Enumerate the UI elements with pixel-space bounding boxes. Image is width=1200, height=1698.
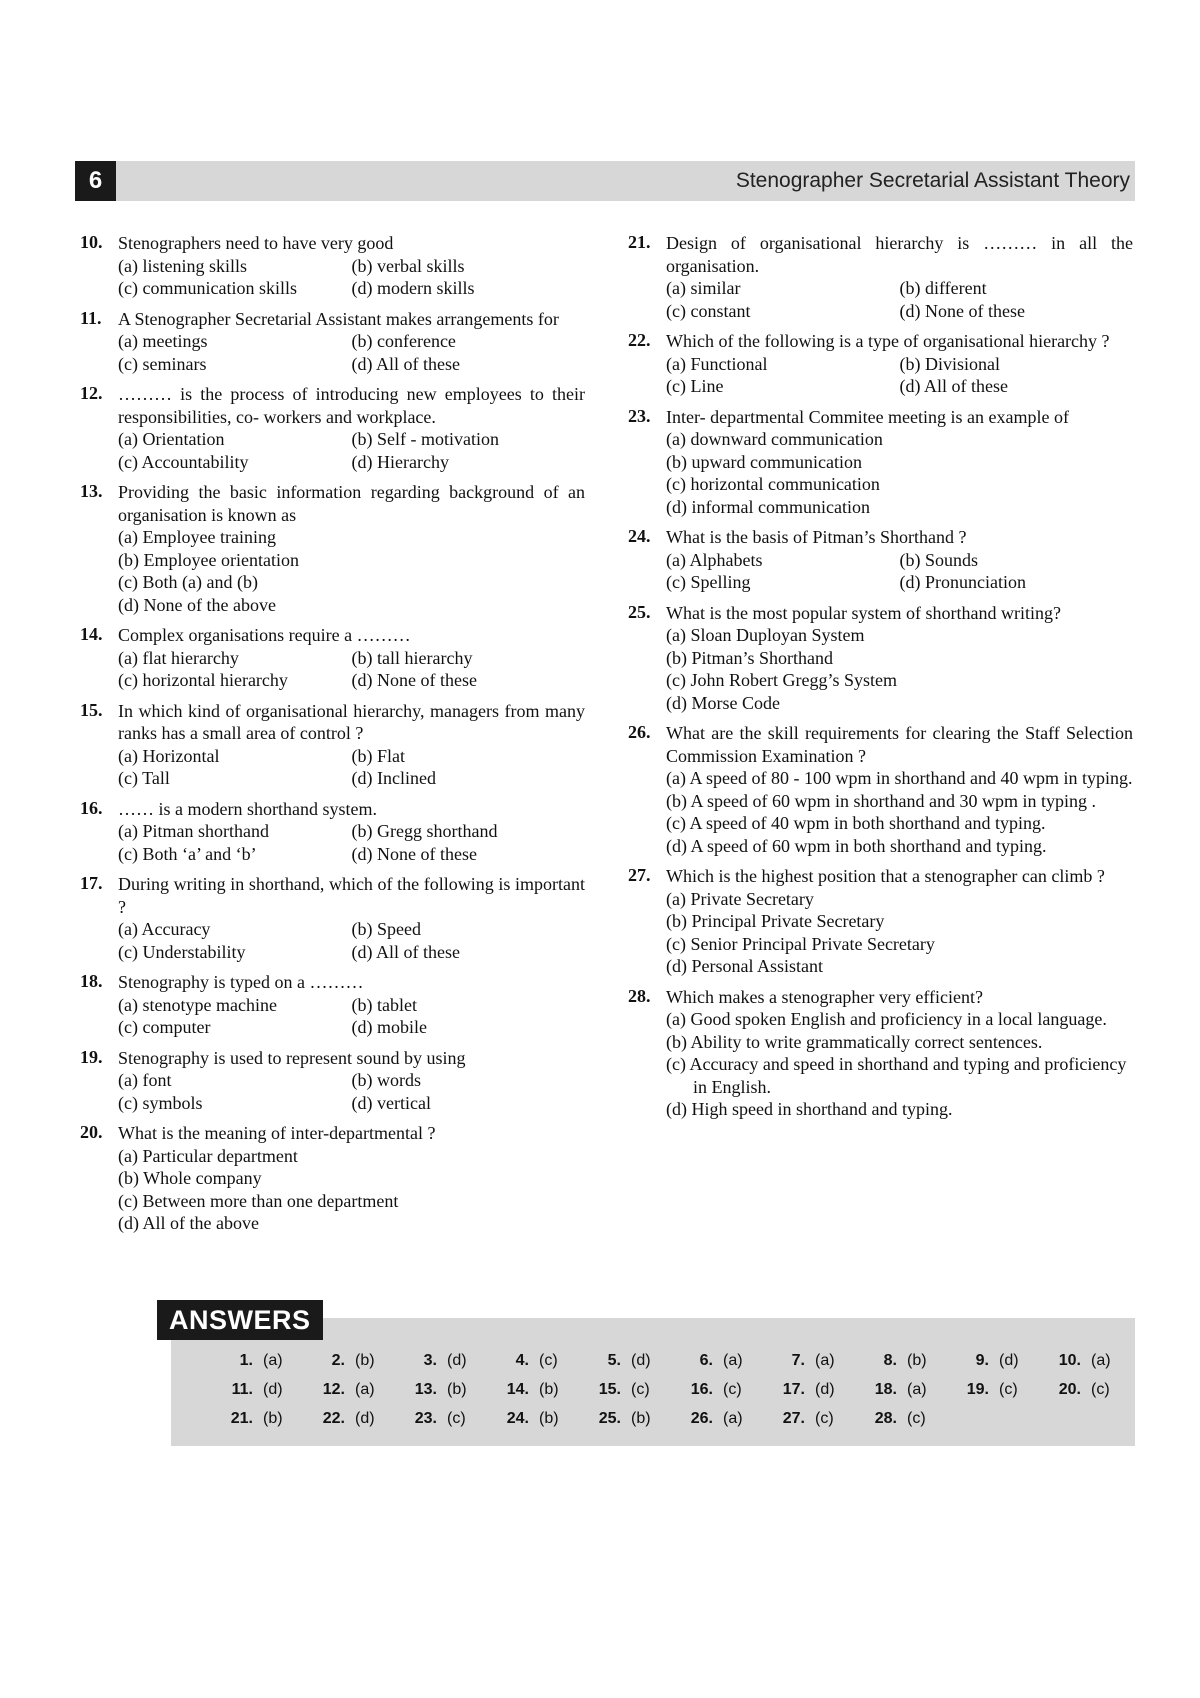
question-number: 14. bbox=[80, 624, 103, 644]
question-text: Complex organisations require a ……… bbox=[118, 625, 411, 645]
option-text: (b) conference bbox=[351, 331, 456, 351]
answer-entry bbox=[665, 1404, 757, 1433]
option-text: (d) Pronunciation bbox=[899, 572, 1026, 592]
answer-question-number: 19. bbox=[966, 1381, 989, 1398]
option-text: (b) Self - motivation bbox=[351, 429, 499, 449]
answer-question-number: 11. bbox=[231, 1381, 253, 1398]
answer-question-number: 9. bbox=[975, 1352, 989, 1369]
answer-entry bbox=[481, 1404, 573, 1433]
option-text: (d) All of these bbox=[351, 941, 460, 962]
option-text: (d) Morse Code bbox=[666, 692, 780, 713]
option-text: (d) None of the above bbox=[118, 594, 276, 615]
option-row bbox=[666, 549, 1133, 572]
option-text: (a) Employee training bbox=[118, 527, 276, 547]
option-text: (b) Whole company bbox=[118, 1168, 262, 1188]
option-text: (d) Inclined bbox=[351, 768, 436, 788]
answer-entry bbox=[389, 1346, 481, 1375]
answer-question-number: 16. bbox=[690, 1381, 713, 1398]
question-number: 16. bbox=[80, 797, 103, 818]
option-text: (b) verbal skills bbox=[351, 255, 465, 276]
option-row bbox=[118, 647, 585, 670]
question-block bbox=[628, 406, 1133, 519]
answer-question-number: 14. bbox=[506, 1381, 529, 1398]
answer-options bbox=[118, 918, 585, 963]
question-block bbox=[628, 526, 1133, 594]
option-text: (c) symbols bbox=[118, 1092, 203, 1113]
answer-choice: (d) bbox=[815, 1381, 835, 1398]
answer-question-number: 7. bbox=[791, 1352, 805, 1369]
question-block bbox=[80, 308, 585, 376]
answer-entry bbox=[1033, 1375, 1125, 1404]
option-text: (a) Orientation bbox=[118, 429, 225, 449]
option-row bbox=[666, 571, 1133, 594]
option-text: (b) words bbox=[351, 1070, 421, 1090]
option-row bbox=[118, 767, 585, 790]
answer-choice: (b) bbox=[539, 1381, 559, 1398]
answer-question-number: 22. bbox=[322, 1410, 345, 1427]
question-block bbox=[80, 873, 585, 963]
answer-options bbox=[666, 428, 1133, 518]
answer-choice: (d) bbox=[999, 1352, 1019, 1369]
answer-choice: (a) bbox=[1091, 1352, 1111, 1369]
answer-question-number: 24. bbox=[506, 1410, 529, 1427]
option-text: (b) tablet bbox=[351, 994, 417, 1015]
question-text: …… is a modern shorthand system. bbox=[118, 798, 377, 819]
answer-choice: (c) bbox=[907, 1410, 926, 1427]
option-text: (b) Employee orientation bbox=[118, 549, 299, 570]
option-text: (d) A speed of 60 wpm in both shorthand and typing. bbox=[666, 835, 1047, 856]
answer-choice: (d) bbox=[263, 1381, 283, 1398]
answer-entry bbox=[297, 1346, 389, 1375]
answer-entry bbox=[941, 1375, 1033, 1404]
answers-heading: ANSWERS bbox=[157, 1300, 323, 1340]
answer-entry bbox=[573, 1346, 665, 1375]
option-text: (b) Pitman’s Shorthand bbox=[666, 647, 833, 668]
answer-options bbox=[666, 767, 1133, 857]
answer-question-number: 23. bbox=[414, 1410, 437, 1427]
answer-question-number: 6. bbox=[699, 1352, 713, 1369]
answer-question-number: 15. bbox=[598, 1381, 621, 1398]
answer-question-number: 5. bbox=[607, 1352, 621, 1369]
answer-entry bbox=[389, 1375, 481, 1404]
answer-entry bbox=[205, 1375, 297, 1404]
option-text: (d) All of these bbox=[351, 353, 460, 374]
answer-question-number: 17. bbox=[782, 1381, 805, 1398]
answer-choice: (a) bbox=[723, 1410, 743, 1427]
option-text: (c) seminars bbox=[118, 353, 207, 374]
answer-question-number: 2. bbox=[331, 1352, 345, 1369]
answer-choice: (d) bbox=[631, 1352, 651, 1369]
option-text: (a) font bbox=[118, 1070, 172, 1090]
option-text: (a) A speed of 80 - 100 wpm in shorthand and 40 wpm in typing. bbox=[666, 768, 1133, 788]
option-text: (a) Good spoken English and proficiency in a local language. bbox=[666, 1009, 1107, 1029]
answer-row bbox=[205, 1375, 1125, 1404]
answer-choice: (a) bbox=[263, 1352, 283, 1369]
question-text: Stenography is typed on a ……… bbox=[118, 972, 364, 992]
option-row bbox=[118, 1092, 585, 1115]
option-row bbox=[118, 745, 585, 768]
option-text: (d) All of the above bbox=[118, 1213, 259, 1233]
option-text: (d) None of these bbox=[351, 670, 477, 690]
answer-choice: (d) bbox=[447, 1352, 467, 1369]
answer-question-number: 12. bbox=[322, 1381, 345, 1398]
option-row bbox=[118, 277, 585, 300]
question-block bbox=[80, 971, 585, 1039]
answer-entry bbox=[573, 1375, 665, 1404]
answer-options bbox=[666, 549, 1133, 594]
answer-options bbox=[118, 330, 585, 375]
answer-choice: (a) bbox=[355, 1381, 375, 1398]
answer-question-number: 18. bbox=[874, 1381, 897, 1398]
option-text: (c) Accountability bbox=[118, 451, 249, 472]
option-text: (a) Pitman shorthand bbox=[118, 821, 269, 841]
question-text: Inter- departmental Commitee meeting is an example of bbox=[666, 406, 1069, 427]
question-block bbox=[80, 798, 585, 866]
answer-entry bbox=[1033, 1346, 1125, 1375]
answer-row bbox=[205, 1346, 1125, 1375]
option-text: (a) Particular department bbox=[118, 1145, 298, 1166]
answer-question-number: 8. bbox=[883, 1352, 897, 1369]
option-row bbox=[118, 1016, 585, 1039]
question-number: 24. bbox=[628, 526, 651, 546]
option-text: (c) A speed of 40 wpm in both shorthand and typing. bbox=[666, 813, 1046, 833]
option-text: (c) Between more than one department bbox=[118, 1190, 399, 1211]
option-text: (d) None of these bbox=[899, 300, 1025, 321]
option-row bbox=[118, 1069, 585, 1092]
answer-choice: (b) bbox=[263, 1410, 283, 1427]
answer-options bbox=[666, 888, 1133, 978]
option-text: (c) horizontal hierarchy bbox=[118, 670, 288, 690]
option-text: (d) None of these bbox=[351, 843, 477, 864]
question-text: During writing in shorthand, which of the following is important ? bbox=[118, 874, 585, 917]
option-row bbox=[118, 330, 585, 353]
answer-entry bbox=[573, 1404, 665, 1433]
question-block bbox=[628, 232, 1133, 322]
option-text: (c) Line bbox=[666, 376, 724, 396]
answer-entry bbox=[849, 1346, 941, 1375]
option-text: (b) Principal Private Secretary bbox=[666, 911, 885, 931]
answer-choice: (a) bbox=[723, 1352, 743, 1369]
option-text: (d) modern skills bbox=[351, 278, 475, 298]
question-number: 23. bbox=[628, 405, 651, 426]
option-text: (c) Tall bbox=[118, 768, 170, 788]
answer-choice: (b) bbox=[447, 1381, 467, 1398]
option-row bbox=[118, 941, 585, 964]
question-text: What are the skill requirements for clearing the Staff Selection Commission Examination ? bbox=[666, 723, 1133, 766]
option-text: (a) flat hierarchy bbox=[118, 647, 239, 668]
option-text: (a) Accuracy bbox=[118, 919, 211, 939]
running-header-title: Stenographer Secretarial Assistant Theory bbox=[735, 169, 1130, 192]
option-text: (b) tall hierarchy bbox=[351, 647, 473, 668]
option-row bbox=[118, 918, 585, 941]
answer-question-number: 20. bbox=[1058, 1381, 1081, 1398]
question-number: 21. bbox=[628, 232, 651, 252]
question-block bbox=[628, 722, 1133, 857]
option-text: (c) Both (a) and (b) bbox=[118, 572, 258, 592]
answer-entry bbox=[205, 1404, 297, 1433]
answer-entry bbox=[205, 1346, 297, 1375]
question-block bbox=[80, 1122, 585, 1235]
option-text: (d) vertical bbox=[351, 1092, 431, 1113]
question-number: 25. bbox=[628, 601, 651, 622]
answer-question-number: 13. bbox=[414, 1381, 437, 1398]
answer-entry bbox=[757, 1375, 849, 1404]
question-text: In which kind of organisational hierarchy, managers from many ranks has a small area of control ? bbox=[118, 700, 585, 743]
option-text: (d) All of these bbox=[899, 376, 1008, 396]
answer-entry bbox=[849, 1375, 941, 1404]
answer-choice: (a) bbox=[907, 1381, 927, 1398]
option-text: (d) mobile bbox=[351, 1017, 427, 1037]
option-text: (c) Senior Principal Private Secretary bbox=[666, 933, 935, 954]
answer-entry bbox=[389, 1404, 481, 1433]
question-text: Design of organisational hierarchy is ……… in all the organisation. bbox=[666, 233, 1133, 276]
question-block bbox=[628, 602, 1133, 715]
option-text: (c) constant bbox=[666, 300, 751, 321]
answer-choice: (b) bbox=[907, 1352, 927, 1369]
answer-question-number: 21. bbox=[230, 1410, 253, 1427]
option-row bbox=[118, 428, 585, 451]
option-text: (a) Private Secretary bbox=[666, 888, 814, 909]
answer-question-number: 4. bbox=[515, 1352, 529, 1369]
answer-entry bbox=[665, 1346, 757, 1375]
answer-choice: (b) bbox=[539, 1410, 559, 1427]
answer-row bbox=[205, 1404, 1125, 1433]
option-text: (d) Personal Assistant bbox=[666, 956, 823, 976]
answer-choice: (c) bbox=[999, 1381, 1018, 1398]
question-number: 12. bbox=[80, 383, 103, 403]
question-number: 27. bbox=[628, 865, 651, 885]
answer-options bbox=[118, 994, 585, 1039]
answer-entry bbox=[481, 1346, 573, 1375]
page-number: 6 bbox=[75, 161, 116, 201]
questions-left-column bbox=[80, 232, 585, 1243]
answer-options bbox=[666, 353, 1133, 398]
question-block bbox=[628, 865, 1133, 978]
option-text: (b) Speed bbox=[351, 919, 421, 939]
option-text: (b) Ability to write grammatically correct sentences. bbox=[666, 1031, 1043, 1052]
answer-options bbox=[666, 624, 1133, 714]
question-block bbox=[628, 330, 1133, 398]
option-text: (a) downward communication bbox=[666, 429, 883, 449]
answer-options bbox=[118, 647, 585, 692]
option-text: (a) Alphabets bbox=[666, 549, 763, 570]
option-text: (b) upward communication bbox=[666, 451, 862, 472]
answer-options bbox=[118, 526, 585, 616]
question-text: Stenographers need to have very good bbox=[118, 233, 394, 253]
answer-choice: (c) bbox=[539, 1352, 558, 1369]
option-text: (c) horizontal communication bbox=[666, 474, 880, 494]
questions-right-column bbox=[628, 232, 1133, 1129]
answer-entry bbox=[665, 1375, 757, 1404]
question-number: 18. bbox=[80, 971, 103, 991]
answer-choice: (c) bbox=[723, 1381, 742, 1398]
answer-options bbox=[118, 255, 585, 300]
answer-question-number: 3. bbox=[423, 1352, 437, 1369]
question-text: Providing the basic information regarding background of an organisation is known as bbox=[118, 482, 585, 525]
option-text: (a) meetings bbox=[118, 331, 208, 351]
question-block bbox=[80, 383, 585, 473]
question-text: What is the basis of Pitman’s Shorthand ? bbox=[666, 527, 967, 547]
option-text: (c) Both ‘a’ and ‘b’ bbox=[118, 843, 257, 864]
answer-choice: (b) bbox=[355, 1352, 375, 1369]
option-text: (a) listening skills bbox=[118, 255, 247, 276]
answer-choice: (c) bbox=[447, 1410, 466, 1427]
question-block bbox=[628, 986, 1133, 1121]
answer-options bbox=[666, 277, 1133, 322]
question-block bbox=[80, 1047, 585, 1115]
answer-choice: (a) bbox=[815, 1352, 835, 1369]
option-text: (d) informal communication bbox=[666, 496, 870, 517]
question-text: Stenography is used to represent sound by using bbox=[118, 1047, 466, 1068]
option-row bbox=[666, 375, 1133, 398]
option-text: (b) different bbox=[899, 278, 987, 298]
answer-question-number: 26. bbox=[690, 1410, 713, 1427]
answer-choice: (c) bbox=[815, 1410, 834, 1427]
question-block bbox=[80, 481, 585, 616]
question-number: 19. bbox=[80, 1046, 103, 1067]
question-text: What is the meaning of inter-departmental ? bbox=[118, 1123, 436, 1143]
question-number: 28. bbox=[628, 985, 651, 1006]
answer-options bbox=[666, 1008, 1133, 1121]
answer-question-number: 28. bbox=[874, 1410, 897, 1427]
option-row bbox=[118, 669, 585, 692]
option-row bbox=[666, 277, 1133, 300]
answer-entry bbox=[757, 1346, 849, 1375]
answer-options bbox=[118, 820, 585, 865]
option-text: (a) Sloan Duployan System bbox=[666, 625, 865, 645]
option-text: (a) Functional bbox=[666, 353, 768, 374]
question-number: 26. bbox=[628, 722, 651, 742]
answer-choice: (c) bbox=[1091, 1381, 1110, 1398]
question-block bbox=[80, 232, 585, 300]
question-number: 11. bbox=[80, 307, 102, 328]
option-row bbox=[666, 300, 1133, 323]
answer-entry bbox=[849, 1404, 941, 1433]
question-number: 13. bbox=[80, 481, 103, 501]
question-text: Which is the highest position that a stenographer can climb ? bbox=[666, 866, 1105, 886]
option-row bbox=[666, 353, 1133, 376]
option-text: (a) similar bbox=[666, 278, 741, 298]
option-text: (c) computer bbox=[118, 1017, 211, 1037]
answers-grid bbox=[205, 1346, 1125, 1433]
answer-choice: (b) bbox=[631, 1410, 651, 1427]
answer-options bbox=[118, 745, 585, 790]
option-text: (d) Hierarchy bbox=[351, 451, 449, 472]
question-number: 15. bbox=[80, 699, 103, 720]
option-row bbox=[118, 820, 585, 843]
question-text: What is the most popular system of shorthand writing? bbox=[666, 602, 1061, 623]
option-text: (b) Flat bbox=[351, 745, 405, 766]
option-text: (c) Spelling bbox=[666, 572, 751, 592]
option-row bbox=[118, 451, 585, 474]
option-text: (d) High speed in shorthand and typing. bbox=[666, 1099, 953, 1119]
option-text: (b) Gregg shorthand bbox=[351, 821, 498, 841]
answer-entry bbox=[297, 1404, 389, 1433]
question-number: 10. bbox=[80, 232, 103, 252]
option-text: (c) Accuracy and speed in shorthand and typing and proficiency in English. bbox=[666, 1054, 1127, 1097]
option-row bbox=[118, 255, 585, 278]
answer-options bbox=[118, 1145, 585, 1235]
option-text: (c) communication skills bbox=[118, 278, 297, 298]
answer-entry bbox=[481, 1375, 573, 1404]
option-text: (b) A speed of 60 wpm in shorthand and 30 wpm in typing . bbox=[666, 790, 1096, 811]
option-row bbox=[118, 353, 585, 376]
question-text: ……… is the process of introducing new employees to their responsibilities, co- workers and workplace. bbox=[118, 384, 585, 427]
answer-options bbox=[118, 1069, 585, 1114]
question-number: 17. bbox=[80, 873, 103, 893]
option-text: (b) Sounds bbox=[899, 549, 979, 570]
answer-question-number: 1. bbox=[239, 1352, 253, 1369]
answer-question-number: 27. bbox=[782, 1410, 805, 1427]
answer-entry bbox=[757, 1404, 849, 1433]
option-row bbox=[118, 843, 585, 866]
question-block bbox=[80, 700, 585, 790]
answer-choice: (d) bbox=[355, 1410, 375, 1427]
answer-question-number: 25. bbox=[598, 1410, 621, 1427]
answer-entry bbox=[941, 1346, 1033, 1375]
answer-choice: (c) bbox=[631, 1381, 650, 1398]
option-text: (b) Divisional bbox=[899, 353, 1000, 374]
answer-question-number: 10. bbox=[1058, 1352, 1081, 1369]
option-row bbox=[118, 994, 585, 1017]
question-text: Which of the following is a type of organisational hierarchy ? bbox=[666, 331, 1110, 351]
option-text: (c) John Robert Gregg’s System bbox=[666, 670, 897, 690]
question-block bbox=[80, 624, 585, 692]
question-text: Which makes a stenographer very efficient? bbox=[666, 986, 984, 1007]
option-text: (a) Horizontal bbox=[118, 745, 220, 766]
option-text: (a) stenotype machine bbox=[118, 994, 277, 1015]
question-number: 22. bbox=[628, 330, 651, 350]
answer-entry bbox=[297, 1375, 389, 1404]
question-text: A Stenographer Secretarial Assistant makes arrangements for bbox=[118, 308, 559, 329]
option-text: (c) Understability bbox=[118, 941, 246, 962]
answer-options bbox=[118, 428, 585, 473]
question-number: 20. bbox=[80, 1122, 103, 1142]
